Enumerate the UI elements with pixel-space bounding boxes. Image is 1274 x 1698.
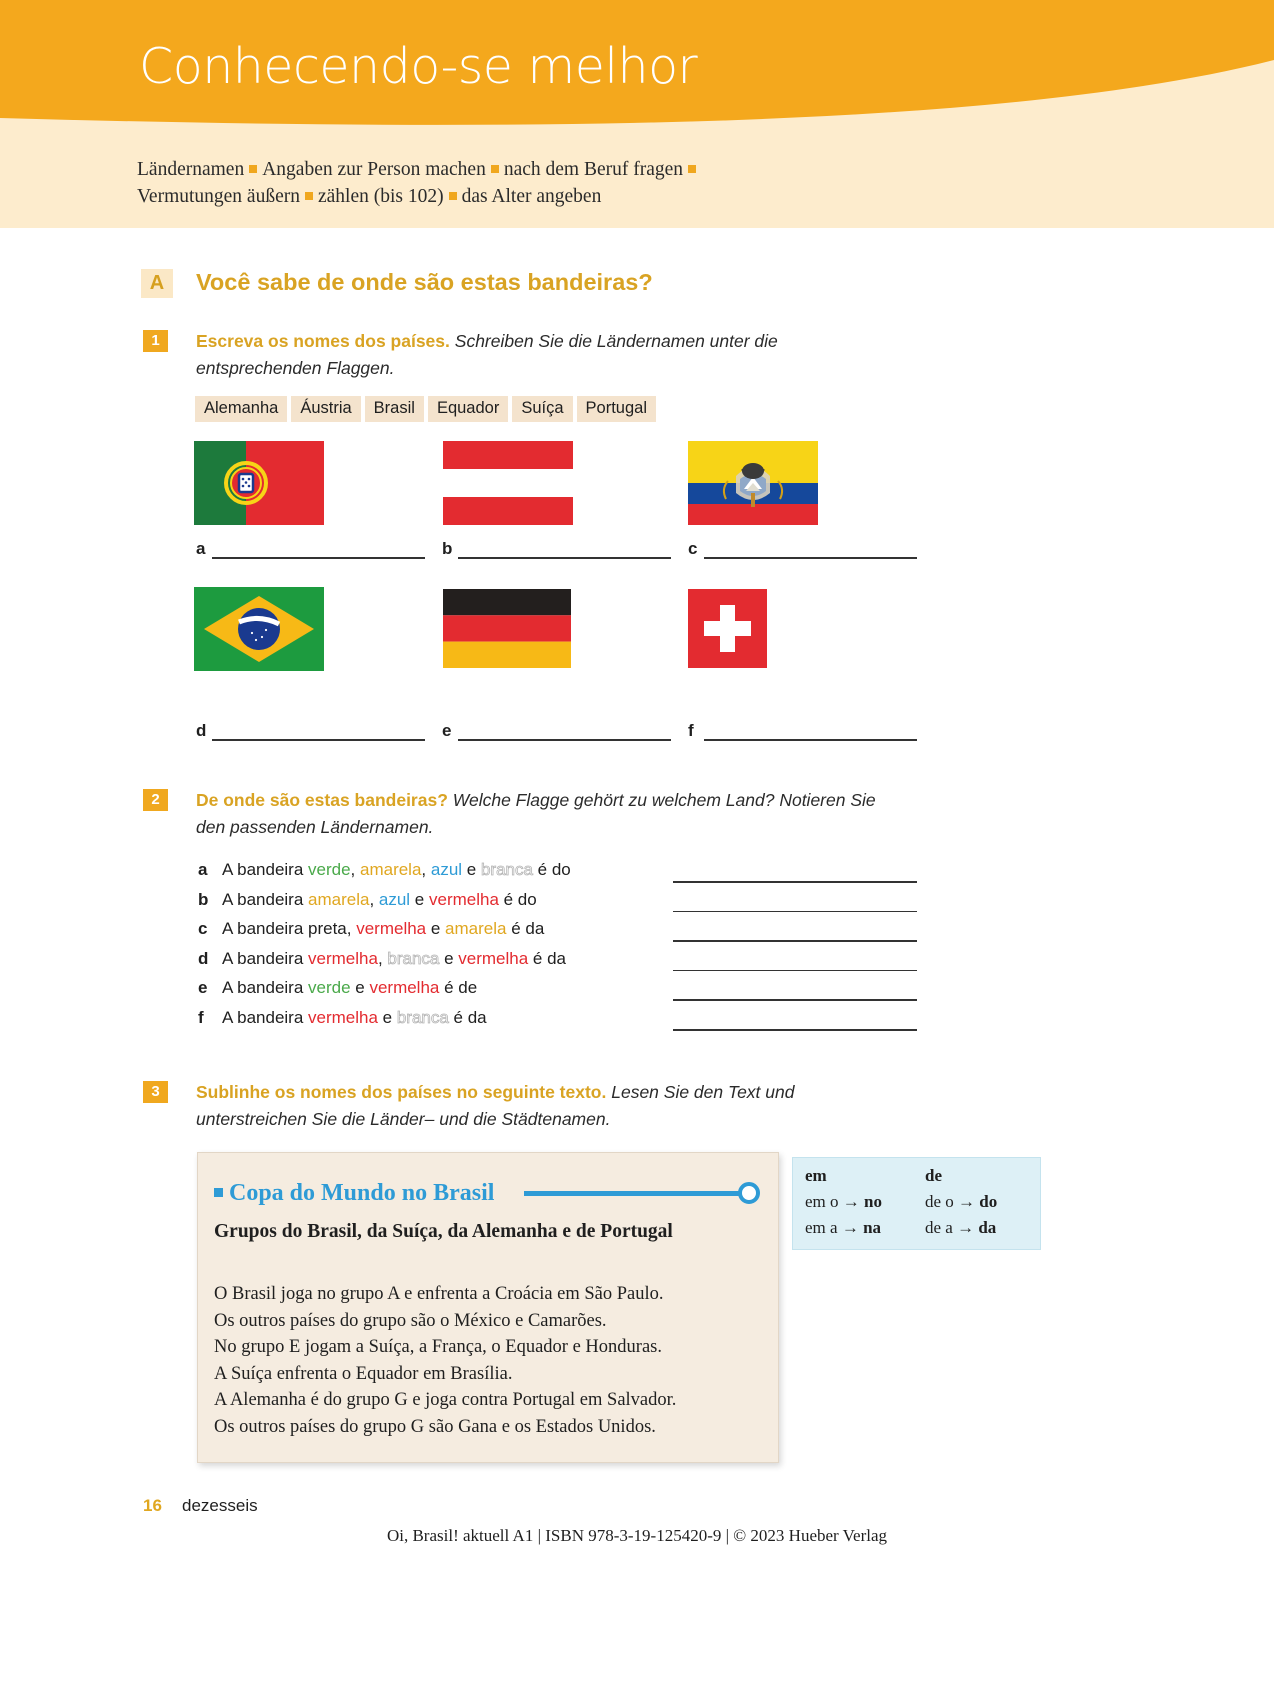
- bullet-square-icon: [449, 192, 457, 200]
- color-word-plain: é da: [506, 919, 545, 939]
- task-2-letter-e: e: [198, 978, 208, 998]
- color-word-plain: é do: [498, 889, 537, 909]
- wordbank-chip-equador[interactable]: Equador: [428, 396, 508, 422]
- answer-line-b[interactable]: [458, 557, 671, 559]
- color-word-azul: azul: [378, 889, 411, 909]
- word-bank: [195, 396, 656, 422]
- color-word-branca: branca: [396, 1008, 449, 1027]
- article-line: Os outros países do grupo G são Gana e os Estados Unidos.: [214, 1416, 656, 1437]
- task-2-number: 2: [143, 789, 168, 811]
- topic-5: das Alter angeben: [461, 186, 602, 207]
- color-word-plain: e: [410, 889, 429, 909]
- color-word-plain: e: [426, 919, 446, 939]
- wordbank-chip-brasil[interactable]: Brasil: [365, 396, 424, 422]
- color-word-verde: verde: [308, 860, 351, 879]
- grammar-tip-box: [792, 1157, 1041, 1250]
- article-bullet-square-icon: [214, 1188, 223, 1197]
- color-word-plain: é de: [439, 978, 478, 998]
- task-2-sentence-d: [222, 949, 566, 969]
- task-2-sentence-e: [222, 978, 477, 998]
- answer-letter-b: b: [442, 539, 453, 558]
- answer-letter-e: e: [442, 721, 452, 740]
- task-2-answer-line-a[interactable]: [673, 881, 917, 883]
- task-2-letter-a: a: [198, 860, 208, 879]
- wordbank-chip-alemanha[interactable]: Alemanha: [195, 396, 287, 422]
- task-1-number: 1: [143, 330, 168, 352]
- color-word-branca: branca: [480, 860, 533, 879]
- color-word-plain: e: [462, 860, 481, 879]
- answer-line-f[interactable]: [704, 739, 917, 741]
- color-word-plain: é da: [528, 948, 567, 968]
- color-word-plain: A bandeira: [222, 919, 309, 939]
- task-2-sentence-a: [222, 860, 571, 880]
- article-title: Copa do Mundo no Brasil: [229, 1180, 495, 1206]
- bullet-square-icon: [688, 165, 696, 173]
- section-heading: Você sabe de onde são estas bandeiras?: [196, 269, 653, 295]
- task-2-sentence-f: [222, 1008, 487, 1028]
- article-line: O Brasil joga no grupo A e enfrenta a Croácia em São Paulo.: [214, 1284, 664, 1304]
- grammar-head-de: de: [925, 1166, 942, 1185]
- color-word-plain: ,: [377, 948, 388, 968]
- bullet-square-icon: [305, 192, 313, 200]
- section-letter-badge: A: [141, 269, 173, 298]
- page-number-word: dezesseis: [182, 1496, 258, 1515]
- page-header: [0, 0, 1274, 228]
- task-2-letter-d: d: [198, 948, 209, 968]
- flag-portugal: [194, 441, 324, 525]
- task-2-answer-line-b[interactable]: [673, 911, 917, 913]
- answer-line-a[interactable]: [212, 557, 425, 559]
- footer-credit: Oi, Brasil! aktuell A1 | ISBN 978-3-19-125420-9 | © 2023 Hueber Verlag: [386, 1526, 888, 1545]
- color-word-vermelha: vermelha: [369, 978, 440, 998]
- page-title: Conhecendo-se melhor: [139, 38, 698, 95]
- wordbank-chip-austria[interactable]: Áustria: [291, 396, 360, 422]
- answer-letter-c: c: [688, 539, 698, 558]
- color-word-vermelha: vermelha: [308, 948, 378, 968]
- color-word-plain: é da: [448, 1008, 487, 1027]
- task-2-prompt-pt: De onde são estas bandeiras?: [196, 790, 448, 810]
- color-word-plain: e: [377, 1008, 397, 1027]
- task-3-instruction: [196, 1079, 896, 1132]
- color-word-verde: verde: [308, 978, 351, 998]
- wordbank-chip-portugal[interactable]: Portugal: [577, 396, 656, 422]
- grammar-row-0-right: de o → do: [925, 1192, 998, 1211]
- bullet-square-icon: [491, 165, 499, 173]
- article-line: No grupo E jogam a Suíça, a França, o Equador e Honduras.: [214, 1337, 662, 1357]
- flag-switzerland: [688, 589, 767, 668]
- task-3-prompt-pt: Sublinhe os nomes dos países no seguinte texto.: [196, 1082, 607, 1102]
- color-word-plain: A bandeira: [222, 889, 309, 909]
- task-2-letter-c: c: [198, 919, 208, 939]
- article-circle-icon: [738, 1182, 760, 1204]
- color-word-vermelha: vermelha: [458, 948, 529, 968]
- topic-list: [137, 156, 897, 210]
- task-2-instruction: [196, 787, 896, 840]
- color-word-plain: ,: [421, 860, 431, 879]
- article-body: [214, 1281, 759, 1440]
- color-word-amarela: amarela: [308, 889, 370, 909]
- task-2-prompt-de: Welche Flagge gehört zu welchem Land? Notieren Sie den passenden Ländernamen.: [196, 790, 876, 837]
- color-word-branca: branca: [387, 948, 440, 968]
- answer-line-c[interactable]: [704, 557, 917, 559]
- grammar-row-1-left: em a → na: [805, 1218, 882, 1237]
- answer-letter-a: a: [196, 539, 206, 558]
- article-subtitle: Grupos do Brasil, da Suíça, da Alemanha e de Portugal: [214, 1221, 673, 1242]
- color-word-plain: A bandeira: [222, 860, 309, 879]
- flag-brazil: [194, 587, 324, 671]
- task-2-answer-line-c[interactable]: [673, 940, 917, 942]
- color-word-plain: ,: [346, 919, 357, 939]
- grammar-row-1-right: de a → da: [925, 1218, 997, 1237]
- grammar-row-0-left: em o → no: [805, 1192, 882, 1211]
- color-word-vermelha: vermelha: [356, 919, 427, 939]
- answer-line-e[interactable]: [458, 739, 671, 741]
- page-number: 16: [143, 1496, 162, 1515]
- task-2-sentence-b: [222, 890, 537, 910]
- task-2-answer-line-d[interactable]: [673, 970, 917, 972]
- color-word-amarela: amarela: [445, 919, 507, 939]
- task-1-prompt-pt: Escreva os nomes dos países.: [196, 331, 450, 351]
- topic-4: zählen (bis 102): [318, 186, 444, 207]
- task-2-letter-f: f: [198, 1008, 204, 1027]
- topic-1: Angaben zur Person machen: [262, 159, 486, 180]
- task-3-number: 3: [143, 1081, 168, 1103]
- article-rule-line: [524, 1191, 744, 1196]
- task-2-answer-line-f[interactable]: [673, 1029, 917, 1031]
- topic-0: Ländernamen: [137, 159, 245, 180]
- grammar-head-em: em: [805, 1166, 827, 1185]
- color-word-plain: ,: [350, 860, 360, 879]
- color-word-azul: azul: [430, 860, 463, 879]
- color-word-plain: e: [439, 948, 459, 968]
- color-word-plain: A bandeira: [222, 948, 309, 968]
- task-1-prompt-de: Schreiben Sie die Ländernamen unter die entsprechenden Flaggen.: [196, 331, 778, 378]
- color-word-preta: preta: [308, 919, 347, 939]
- color-word-plain: é do: [532, 860, 571, 879]
- answer-line-d[interactable]: [212, 739, 425, 741]
- article-line: A Alemanha é do grupo G e joga contra Portugal em Salvador.: [214, 1390, 677, 1410]
- color-word-plain: A bandeira: [222, 978, 309, 998]
- color-word-amarela: amarela: [360, 860, 422, 879]
- bullet-square-icon: [249, 165, 257, 173]
- color-word-vermelha: vermelha: [428, 889, 499, 909]
- color-word-plain: e: [350, 978, 370, 998]
- color-word-plain: ,: [369, 889, 379, 909]
- flag-austria: [443, 441, 573, 525]
- task-3-prompt-de: Lesen Sie den Text und unterstreichen Sie die Länder– und die Städtenamen.: [196, 1082, 795, 1129]
- topic-2: nach dem Beruf fragen: [503, 159, 684, 180]
- task-2-sentence-c: [222, 919, 544, 939]
- color-word-plain: A bandeira: [222, 1008, 309, 1027]
- color-word-vermelha: vermelha: [308, 1008, 378, 1027]
- article-line: Os outros países do grupo são o México e Camarões.: [214, 1310, 607, 1331]
- task-1-instruction: [196, 328, 876, 381]
- flag-germany: [443, 589, 571, 668]
- answer-letter-f: f: [688, 721, 694, 740]
- wordbank-chip-suica[interactable]: Suíça: [512, 396, 572, 422]
- article-line: A Suíça enfrenta o Equador em Brasília.: [214, 1363, 513, 1384]
- topic-3: Vermutungen äußern: [137, 186, 300, 207]
- answer-letter-d: d: [196, 721, 207, 740]
- task-2-letter-b: b: [198, 889, 209, 909]
- task-2-answer-line-e[interactable]: [673, 999, 917, 1001]
- flag-ecuador: [688, 441, 818, 525]
